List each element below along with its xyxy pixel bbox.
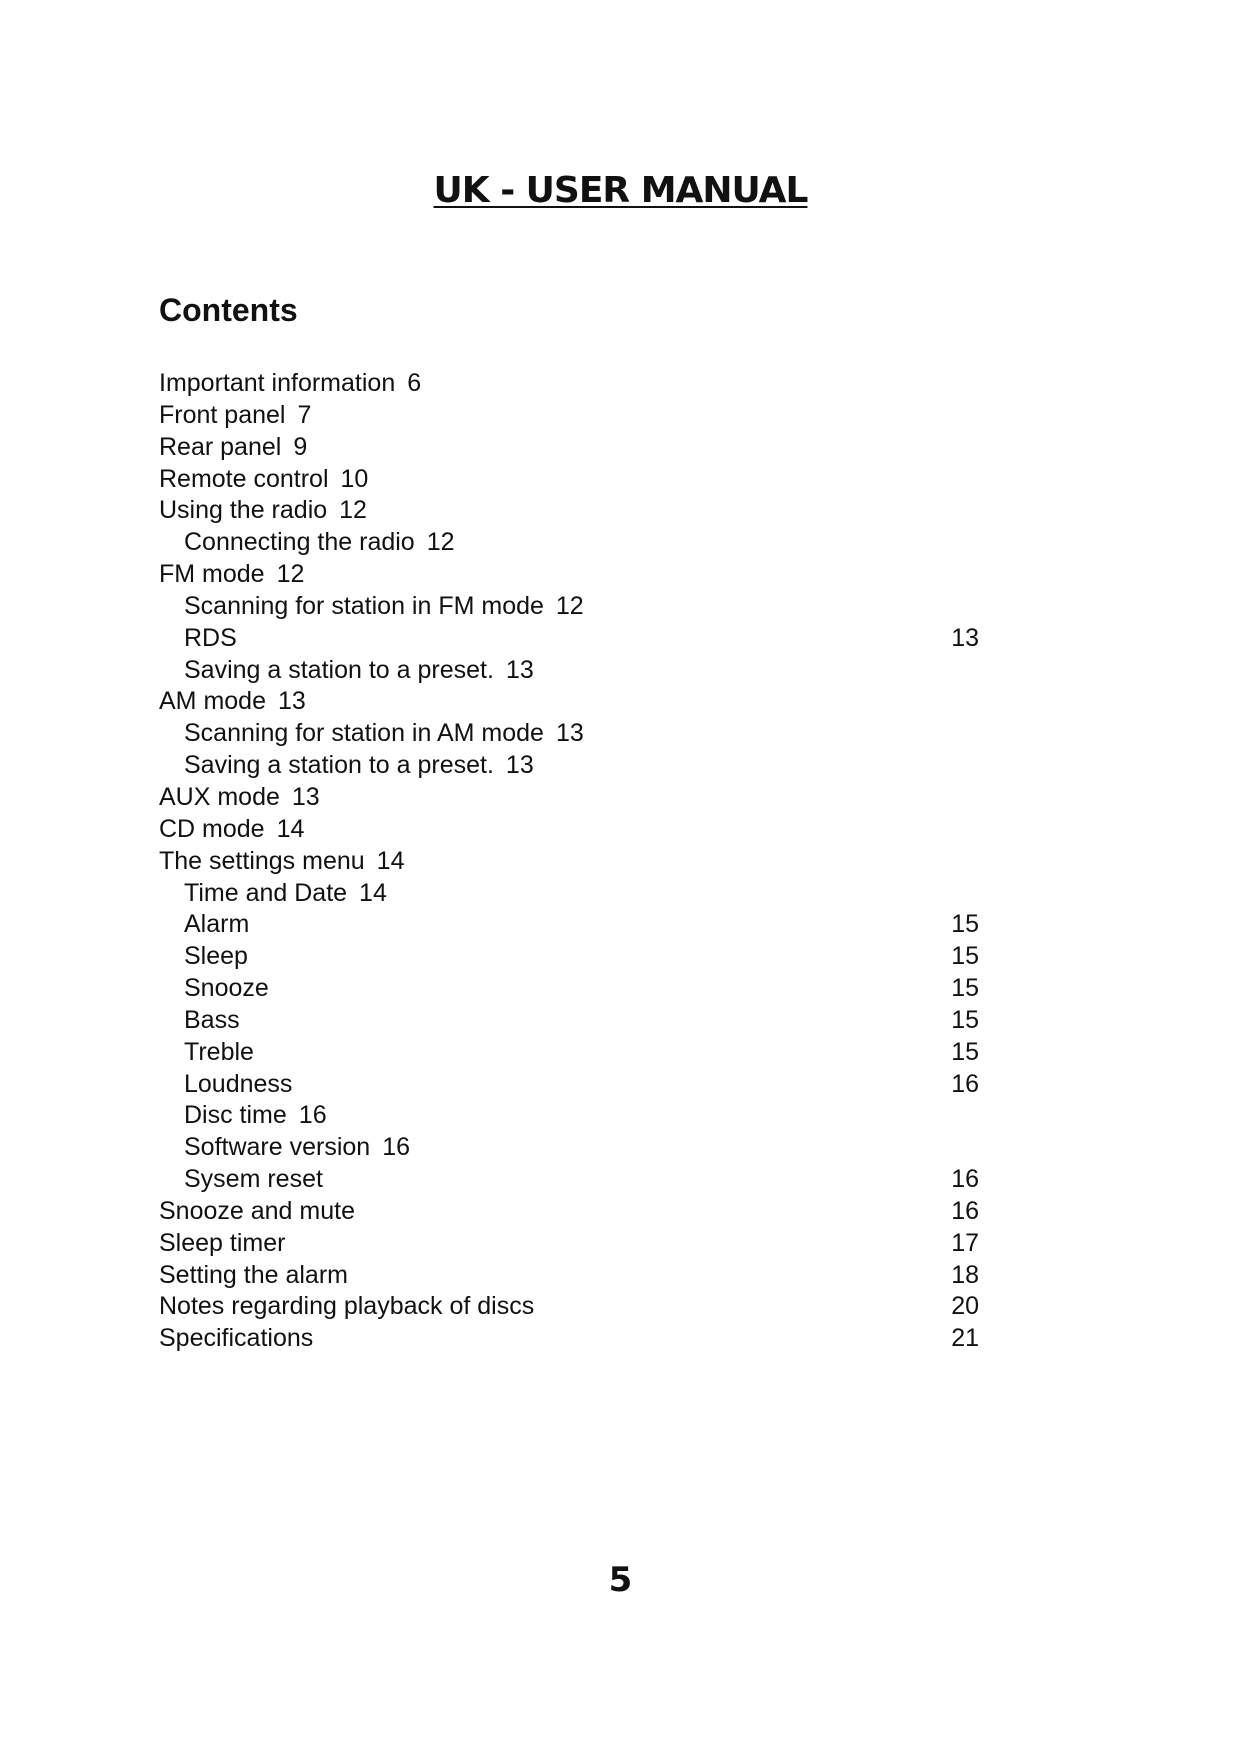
toc-entry-page: 15 [951, 974, 979, 1003]
table-of-contents [159, 368, 979, 1355]
toc-entry [159, 846, 979, 878]
toc-entry-page: 12 [426, 528, 455, 557]
toc-entry-label: Notes regarding playback of discs [159, 1292, 535, 1321]
toc-entry-label: Important information [159, 369, 396, 397]
page-number: 5 [608, 1560, 633, 1600]
contents-heading: Contents [159, 292, 298, 328]
toc-entry-label: Sleep [184, 942, 248, 971]
toc-entry [159, 591, 979, 623]
toc-entry-label: Software version [184, 1133, 371, 1162]
toc-entry-label: AM mode [159, 687, 266, 716]
toc-entry-label: RDS [184, 623, 237, 652]
toc-entry-label: Setting the alarm [159, 1260, 348, 1289]
toc-entry-label: Using the radio [159, 496, 328, 525]
toc-entry [159, 1196, 979, 1228]
toc-entry-page: 13 [291, 782, 320, 811]
toc-entry-page: 12 [555, 591, 584, 620]
toc-entry [159, 1228, 979, 1260]
toc-entry-label: AUX mode [159, 782, 280, 811]
toc-entry-label: Remote control [159, 464, 329, 493]
toc-entry [159, 527, 979, 559]
toc-entry-label: Snooze and mute [159, 1196, 355, 1225]
toc-entry [159, 1164, 979, 1196]
toc-entry [159, 782, 979, 814]
toc-entry-page: 16 [951, 1069, 979, 1098]
toc-entry [159, 909, 979, 941]
toc-entry-label: Time and Date [184, 878, 348, 907]
toc-entry [159, 973, 979, 1005]
toc-entry [159, 655, 979, 687]
toc-entry-label: CD mode [159, 814, 265, 843]
toc-entry [159, 1037, 979, 1069]
toc-entry-label: Bass [184, 1005, 240, 1034]
toc-entry [159, 1132, 979, 1164]
toc-entry-label: Rear panel [159, 432, 282, 461]
toc-entry-page: 12 [339, 496, 367, 525]
toc-entry-page: 15 [951, 1037, 979, 1066]
toc-entry [159, 464, 979, 496]
toc-entry [159, 1005, 979, 1037]
toc-entry-label: Alarm [184, 910, 250, 939]
toc-entry-label: Specifications [159, 1324, 314, 1353]
page-title: UK - USER MANUAL [433, 170, 808, 211]
toc-entry [159, 1100, 979, 1132]
toc-entry [159, 400, 979, 432]
toc-entry-page: 15 [951, 910, 979, 939]
toc-entry-page: 15 [951, 1005, 979, 1034]
toc-entry-label: Connecting the radio [184, 528, 415, 557]
toc-entry-page: 13 [555, 719, 584, 748]
toc-entry [159, 814, 979, 846]
toc-entry [159, 941, 979, 973]
toc-entry [159, 1069, 979, 1101]
toc-entry-page: 13 [951, 623, 979, 652]
toc-entry-page: 13 [505, 751, 534, 780]
toc-entry [159, 750, 979, 782]
toc-entry-page: 15 [951, 942, 979, 971]
toc-entry-page: 14 [276, 814, 305, 843]
toc-entry-page: 12 [276, 560, 305, 589]
toc-entry-page: 9 [293, 432, 308, 461]
toc-entry-label: Disc time [184, 1101, 287, 1130]
toc-entry-page: 14 [376, 846, 405, 875]
toc-entry [159, 718, 979, 750]
toc-entry-label: Scanning for station in AM mode [184, 719, 544, 748]
toc-entry-label: Front panel [159, 400, 286, 429]
toc-entry-page: 17 [951, 1228, 979, 1257]
toc-entry-label: Saving a station to a preset. [184, 751, 494, 780]
toc-entry [159, 623, 979, 655]
toc-entry [159, 1291, 979, 1323]
toc-entry-page: 6 [407, 369, 422, 397]
toc-entry-label: Sleep timer [159, 1228, 286, 1257]
toc-entry [159, 878, 979, 910]
toc-entry-page: 20 [951, 1292, 979, 1321]
toc-entry-page: 14 [359, 878, 387, 907]
toc-entry-label: Loudness [184, 1069, 293, 1098]
toc-entry-label: Snooze [184, 974, 269, 1003]
toc-entry [159, 686, 979, 718]
toc-entry [159, 559, 979, 591]
toc-entry-page: 16 [298, 1101, 327, 1130]
toc-entry [159, 1323, 979, 1355]
toc-entry-label: Saving a station to a preset. [184, 655, 494, 684]
toc-entry-page: 7 [297, 400, 312, 429]
toc-entry-page: 16 [951, 1196, 979, 1225]
toc-entry [159, 495, 979, 527]
toc-entry-label: The settings menu [159, 846, 365, 875]
toc-entry-page: 18 [951, 1260, 979, 1289]
toc-entry-label: Sysem reset [184, 1165, 323, 1194]
toc-entry [159, 432, 979, 464]
toc-entry-page: 16 [382, 1133, 411, 1162]
toc-entry-page: 16 [951, 1165, 979, 1194]
toc-entry-page: 21 [951, 1324, 979, 1353]
toc-entry-page: 13 [505, 655, 534, 684]
toc-entry-page: 10 [340, 464, 369, 493]
toc-entry-label: FM mode [159, 560, 265, 589]
toc-entry [159, 1260, 979, 1292]
toc-entry-label: Treble [184, 1037, 254, 1066]
toc-entry-page: 13 [277, 687, 306, 716]
toc-entry-label: Scanning for station in FM mode [184, 591, 544, 620]
toc-entry [159, 368, 979, 400]
